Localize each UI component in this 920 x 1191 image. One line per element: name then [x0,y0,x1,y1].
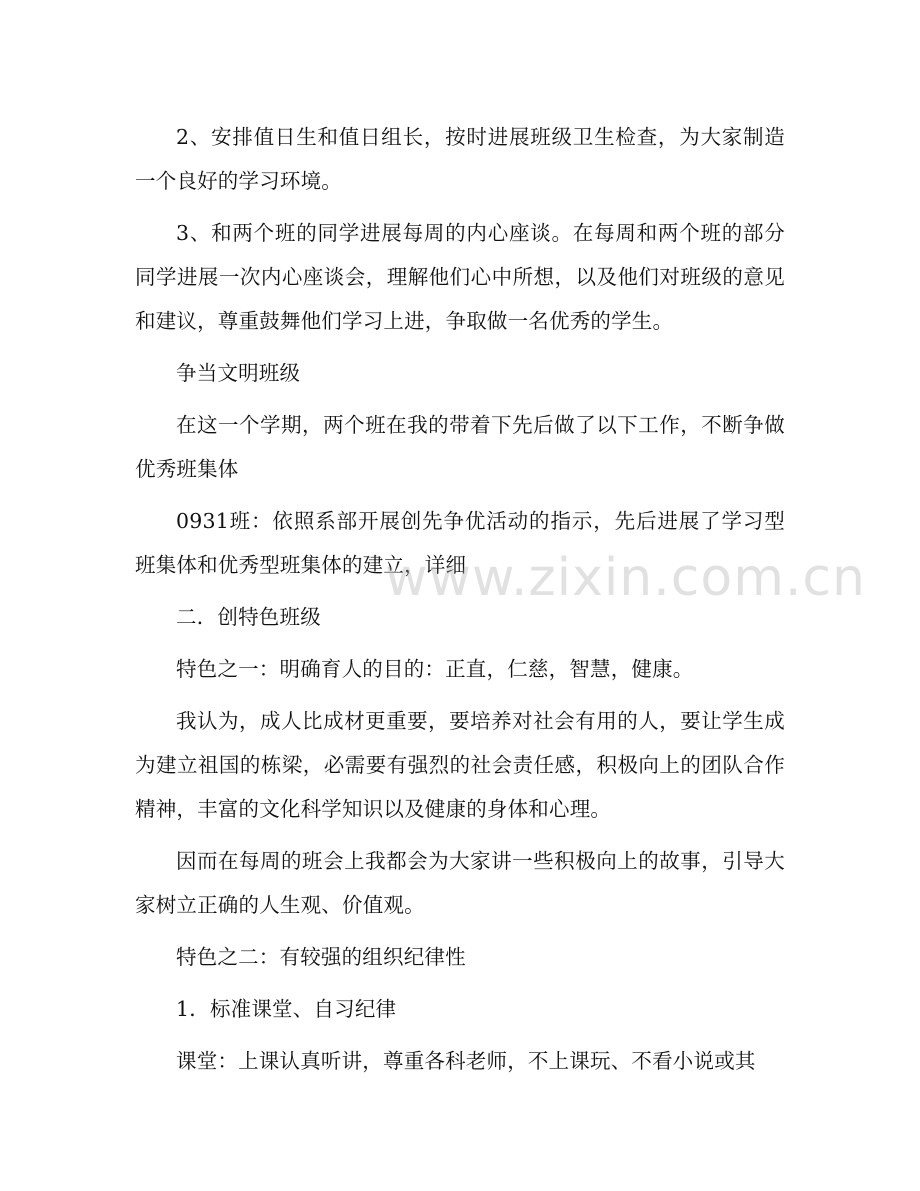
paragraph-feature-one: 特色之一：明确育人的目的：正直，仁慈，智慧，健康。 [176,657,694,681]
heading-discipline: 1．标准课堂、自习纪律 [176,997,397,1021]
paragraph-semester-work: 在这一个学期，两个班在我的带着下先后做了以下工作，不断争做优秀班集体 [135,413,785,481]
heading-special-class: 二．创特色班级 [176,605,321,629]
paragraph-opinion: 我认为，成人比成材更重要，要培养对社会有用的人，要让学生成为建立祖国的栋梁，必需要有强烈的社会责任感，积极向上的团队合作精神，丰富的文化科学知识以及健康的身体和心理。 [135,709,785,821]
paragraph-class-meeting: 因而在每周的班会上我都会为大家讲一些积极向上的故事，引导大家树立正确的人生观、价值观。 [135,849,785,917]
heading-feature-two: 特色之二：有较强的组织纪律性 [176,945,466,969]
heading-civilized-class: 争当文明班级 [176,361,301,385]
paragraph-classroom: 课堂：上课认真听讲，尊重各科老师，不上课玩、不看小说或其 [176,1049,756,1073]
watermark: www.zixin.com.cn [385,548,866,608]
document-body [135,115,785,1083]
paragraph-class-0931: 0931班：依照系部开展创先争优活动的指示，先后进展了学习型班集体和优秀型班集体的建立，详细 [135,509,785,577]
paragraph-weekly-talk: 3、和两个班的同学进展每周的内心座谈。在每周和两个班的部分同学进展一次内心座谈会，理解他们心中所想，以及他们对班级的意见和建议，尊重鼓舞他们学习上进，争取做一名优秀的学生。 [135,221,785,333]
paragraph-duty-arrangement: 2、安排值日生和值日组长，按时进展班级卫生检查，为大家制造一个良好的学习环境。 [135,125,785,193]
